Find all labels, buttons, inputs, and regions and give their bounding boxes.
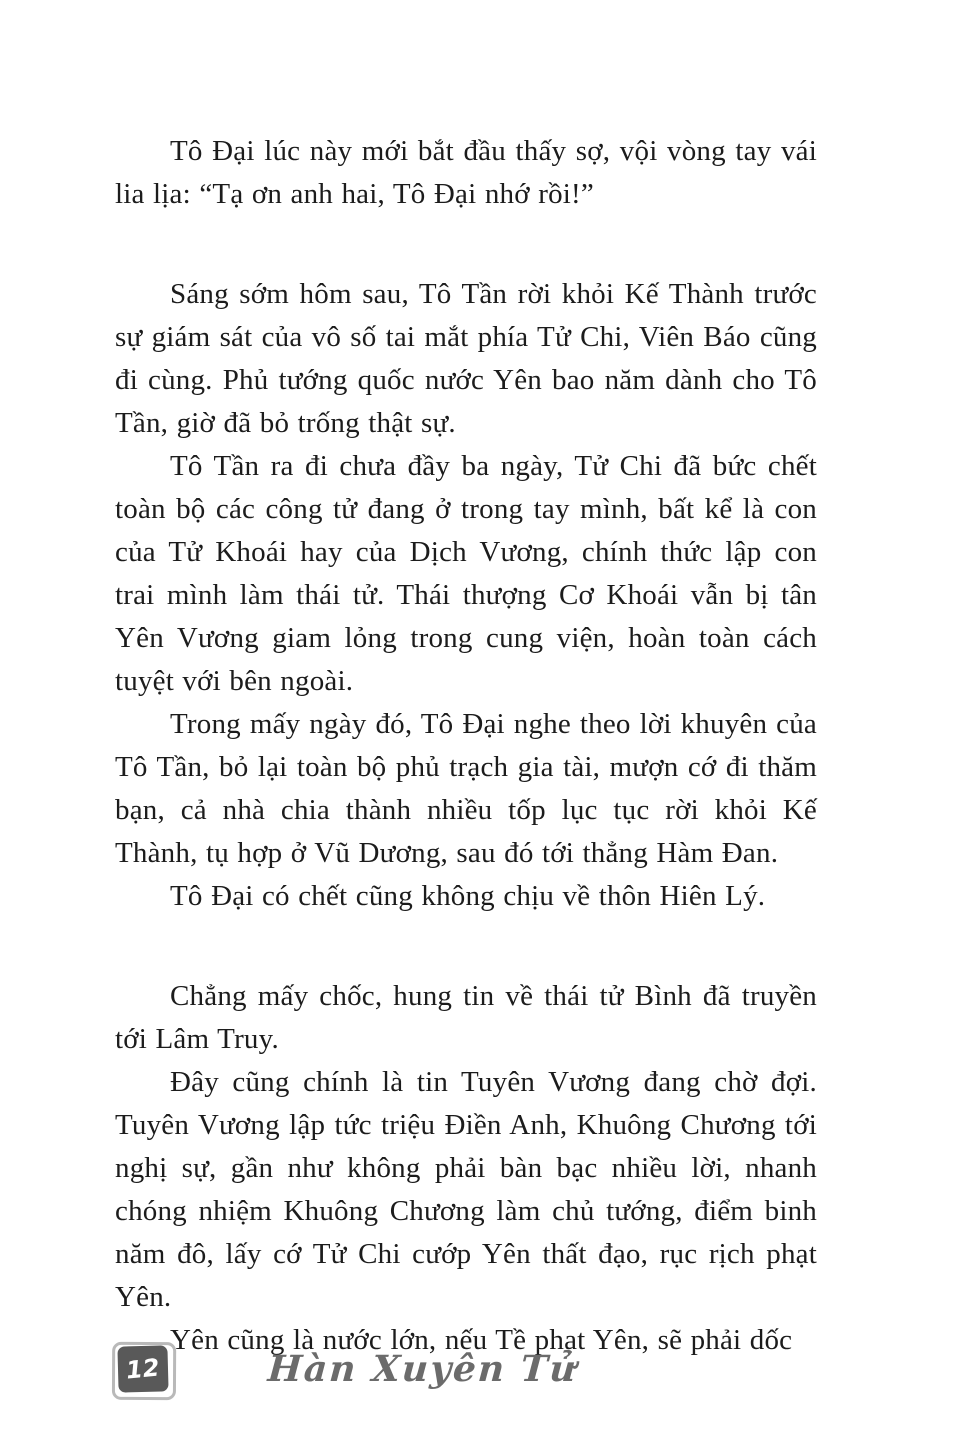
paragraph: Sáng sớm hôm sau, Tô Tần rời khỏi Kế Thành trước sự giám sát của vô số tai mắt phía Tử Chi, Viên Báo cũng đi cùng. Phủ tướng quốc nước Yên bao năm dành cho Tô Tần, giờ đã bỏ trống thật sự.: [115, 278, 817, 439]
paragraph: Trong mấy ngày đó, Tô Đại nghe theo lời khuyên của Tô Tần, bỏ lại toàn bộ phủ trạch gia tài, mượn cớ đi thăm bạn, cả nhà chia thành nhiều tốp lục tục rời khỏi Kế Thành, tụ hợp ở Vũ Dương, sau đó tới thẳng Hàm Đan.: [115, 708, 817, 869]
page-number-badge: [117, 1345, 168, 1392]
paragraph: Tô Đại có chết cũng không chịu về thôn Hiên Lý.: [170, 880, 766, 912]
paragraph: Tô Tần ra đi chưa đầy ba ngày, Tử Chi đã bức chết toàn bộ các công tử đang ở trong tay mình, bất kể là con của Tử Khoái hay của Dịch Vương, chính thức lập con trai mình làm thái tử. Thái thượng Cơ Khoái vẫn bị tân Yên Vương giam lỏng trong cung viện, hoàn toàn cách tuyệt với bên ngoài.: [115, 450, 817, 697]
book-title: Hàn Xuyên Tử: [266, 1348, 580, 1390]
paragraph: Chẳng mấy chốc, hung tin về thái tử Bình đã truyền tới Lâm Truy.: [115, 980, 817, 1055]
paragraph: Yên cũng là nước lớn, nếu Tề phạt Yên, sẽ phải dốc: [170, 1324, 793, 1356]
page-number: 12: [125, 1353, 161, 1385]
paragraph: Đây cũng chính là tin Tuyên Vương đang chờ đợi. Tuyên Vương lập tức triệu Điền Anh, Khuông Chương tới nghị sự, gần như không phải bàn bạc nhiều lời, nhanh chóng nhiệm Khuông Chương làm chủ tướng, điểm binh năm đô, lấy cớ Tử Chi cướp Yên thất đạo, rục rịch phạt Yên.: [115, 1066, 817, 1313]
paragraph: Tô Đại lúc này mới bắt đầu thấy sợ, vội vòng tay vái lia lịa: “Tạ ơn anh hai, Tô Đại nhớ rồi!”: [115, 135, 817, 210]
page-footer: [118, 1346, 578, 1392]
page-text-column: [115, 130, 817, 1362]
